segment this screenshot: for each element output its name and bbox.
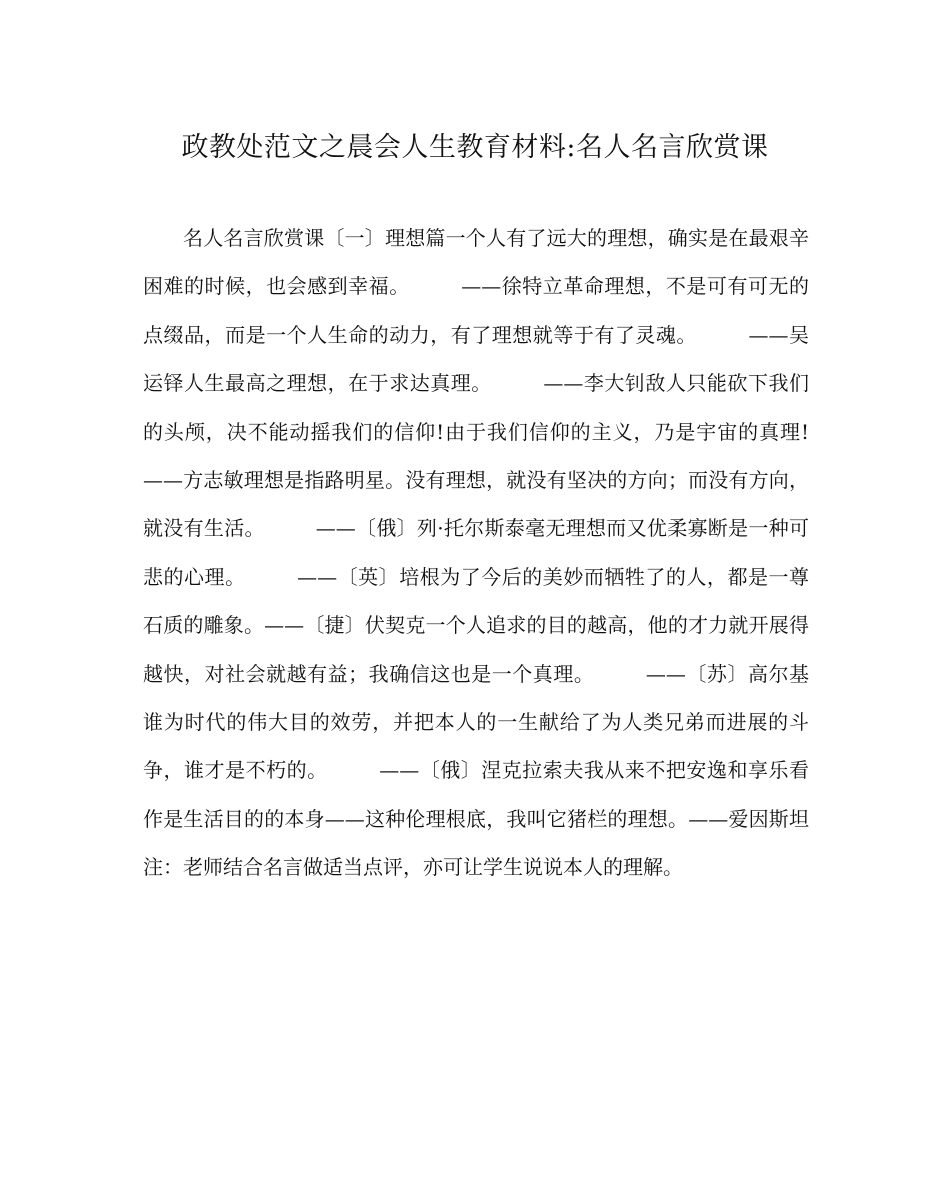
document-body-paragraph: 名人名言欣赏课〔一〕理想篇一个人有了远大的理想，确实是在最艰辛困难的时候，也会感到幸福。 ——徐特立革命理想，不是可有可无的点缀品，而是一个人生命的动力，有了理想就等于有了灵魂。 ——吴运铎人生最高之理想，在于求达真理。 ——李大钊敌人只能砍下我们的头颅，决不能动摇我们的信仰!由于我们信仰的主义，乃是宇宙的真理! ——方志敏理想是指路明星。没有理想，就没有坚决的方向；而没有方向，就没有生活。 ——〔俄〕列·托尔斯泰毫无理想而又优柔寡断是一种可悲的心理。 ——〔英〕培根为了今后的美妙而牺牲了的人，都是一尊石质的雕象。——〔捷〕伏契克一个人追求的目的越高，他的才力就开展得越快，对社会就越有益；我确信这也是一个真理。 ——〔苏〕高尔基谁为时代的伟大目的效劳，并把本人的一生献给了为人类兄弟而进展的斗争，谁才是不朽的。 ——〔俄〕涅克拉索夫我从来不把安逸和享乐看作是生活目的的本身——这种伦理根底，我叫它猪栏的理想。——爱因斯坦注：老师结合名言做适当点评，亦可让学生说说本人的理解。 xyxy=(143,226,869,880)
document-title: 政教处范文之晨会人生教育材料:名人名言欣赏课 xyxy=(181,132,769,163)
